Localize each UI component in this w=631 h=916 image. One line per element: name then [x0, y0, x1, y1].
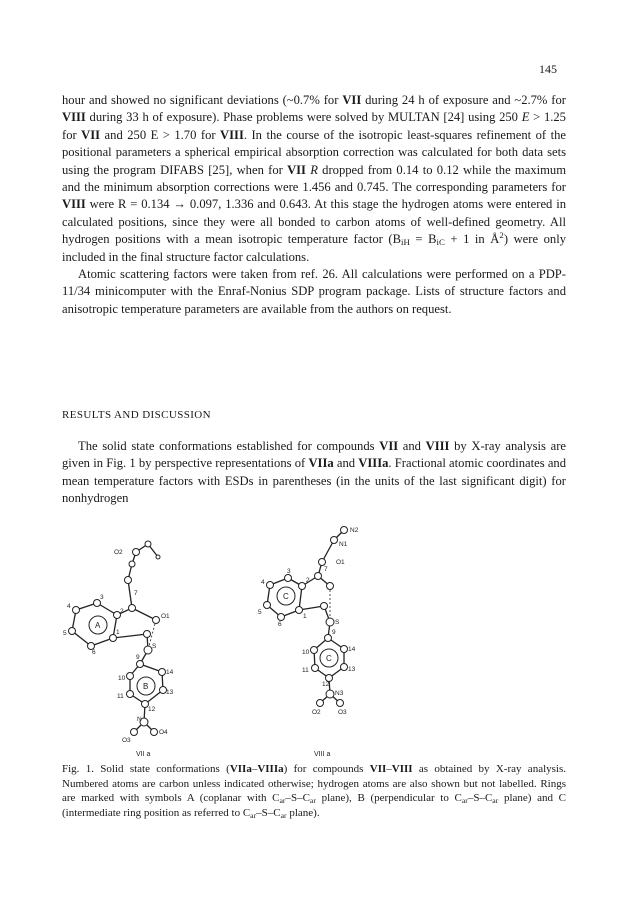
text-run: . Fractional atomic coordinates and mean temperature factors with ESDs in parentheses (in the units of the last significant digit) for nonhydrogen	[62, 456, 566, 506]
caption-text: –S–C	[285, 792, 310, 804]
text-run: . In the course of the isotropic least-squares refinement of the positional parameters a spherical empirical absorption correction was calculated for both data sets using the program DIFABS [25], when for	[62, 127, 566, 177]
structure-name-viia: VII a	[136, 751, 151, 757]
paragraph-results	[62, 438, 566, 508]
paragraph-refinement	[62, 92, 566, 266]
atom-label: 4	[261, 579, 265, 586]
atom-label: S	[335, 619, 340, 626]
atom-label: O1	[336, 559, 345, 566]
atom-label: 5	[258, 609, 262, 616]
subscript: ar	[309, 796, 316, 805]
subscript: ar	[250, 810, 257, 820]
text-run: ) were only included in the final structure factor calculations.	[62, 232, 567, 264]
atom-label: 2	[306, 577, 310, 584]
atom-label: O2	[312, 709, 321, 716]
text-run: were R = 0.134 → 0.097, 1.336 and 0.643. At this stage the hydrogen atoms were entered in calculated positions, since they were all bonded to carbon atoms of well-defined geometry. All hydrogen positions with a mean isotropic temperature factor (B	[62, 197, 566, 247]
atom-label: 1	[116, 629, 120, 636]
atom-label: 3	[100, 594, 104, 601]
subscript: ar	[279, 796, 286, 805]
caption-text: plane), B (perpendicular to C	[315, 792, 462, 804]
caption-text: –S–C	[256, 806, 281, 819]
atom-label: 13	[348, 666, 356, 673]
section-heading: RESULTS AND DISCUSSION	[62, 409, 211, 421]
compound-ref: VIII	[391, 763, 413, 775]
compound-ref: VIII	[220, 127, 244, 142]
atom-label: N	[137, 716, 142, 723]
text-run: by X-ray analysis are given in Fig. 1 by perspective representations of	[62, 439, 566, 471]
ring-symbol-c: C	[326, 654, 332, 663]
paragraph-calculations: Atomic scattering factors were taken from ref. 26. All calculations were performed on a PDP-11/34 minicomputer with the Enraf-Nonius SDP program package. Lists of structure factors and anisotropic temperature parameters are available from the authors on request.	[62, 267, 566, 316]
atom-label: 7	[134, 590, 138, 597]
atom-label: 2	[120, 608, 124, 615]
text-run: and 250 E > 1.70 for	[100, 127, 221, 142]
caption-text: ) for compounds	[283, 763, 370, 775]
atom-label: 10	[302, 649, 310, 656]
atom-label: 4	[67, 603, 71, 610]
page-number: 145	[539, 62, 557, 76]
compound-ref: VII	[81, 127, 101, 142]
molecule-viia	[72, 544, 163, 732]
subscript: iC	[436, 237, 445, 248]
labels-viia	[63, 549, 174, 757]
caption-text: as obtained by X-ray analysis. Numbered atoms are carbon unless indicated otherwise; hydrogen atoms are also shown but not labelled. Rings are marked with symbols A (coplanar with C	[62, 763, 566, 804]
ring-symbol-a: A	[95, 621, 101, 630]
text-run: and	[398, 439, 426, 453]
ring-symbol-c: C	[283, 592, 289, 601]
atom-label: O3	[338, 709, 347, 716]
molecular-structures	[62, 522, 566, 757]
atom-label: 14	[166, 669, 174, 676]
ring-symbol-b: B	[143, 682, 149, 691]
atom-label: 7	[324, 566, 328, 573]
atom-label: O1	[161, 613, 170, 620]
atom-label: 11	[302, 667, 309, 674]
atom-label: 9	[332, 629, 336, 636]
compound-ref: VII	[369, 763, 387, 775]
caption-text: –	[251, 763, 258, 775]
caption-text: plane) and C (intermediate ring position as referred to C	[62, 792, 566, 819]
caption-text: Fig. 1. Solid state conformations (	[62, 763, 230, 775]
body-text-results	[62, 438, 566, 508]
superscript: 2	[499, 230, 504, 241]
subscript: ar	[280, 810, 287, 820]
compound-ref: VII	[342, 93, 362, 107]
compound-ref: VIII	[425, 439, 450, 453]
labels-viiia	[258, 527, 359, 757]
atom-label: N3	[335, 690, 344, 697]
text-run: during 24 h of exposure and ~2.7% for	[361, 93, 566, 107]
caption-text: –	[386, 763, 392, 775]
atom-label: 6	[278, 621, 282, 628]
caption-text: –S–C	[467, 792, 493, 804]
atom-label: 5	[63, 630, 67, 637]
figure-caption	[62, 762, 566, 820]
compound-ref: VII	[379, 439, 399, 453]
compound-ref: VIIa	[229, 763, 252, 775]
compound-ref: VII	[287, 162, 306, 177]
atom-label: N1	[339, 541, 348, 548]
symbol: E	[521, 110, 530, 125]
subscript: ar	[461, 796, 468, 805]
symbol: R	[305, 162, 318, 177]
atom-label: O2	[114, 549, 123, 556]
compound-ref: VIIIa	[257, 763, 284, 775]
atom-label: 12	[322, 681, 330, 688]
atom-label: N2	[350, 527, 359, 534]
atom-label: 6	[92, 649, 96, 656]
compound-ref: VIII	[62, 110, 86, 125]
caption-text: plane).	[286, 806, 320, 819]
atom-label: O3	[122, 737, 131, 744]
atom-label: 11	[117, 693, 124, 700]
body-text-top	[62, 92, 566, 318]
text-run: The solid state conformations established for compounds	[78, 439, 380, 453]
text-run: hour and showed no significant deviations (~0.7% for	[62, 93, 343, 107]
atom-label: O4	[159, 729, 168, 736]
structure-name-viiia: VIII a	[314, 751, 331, 757]
compound-ref: VIIa	[308, 456, 334, 471]
atom-label: 14	[348, 646, 356, 653]
text-run: dropped from 0.14 to 0.12 while the maximum and the minimum absorption corrections were 1.456 and 0.745. The corresponding parameters for	[62, 162, 567, 195]
text-run: + 1 in Å	[444, 232, 500, 247]
atom-label: 10	[118, 675, 126, 682]
atom-label: S	[152, 643, 157, 650]
subscript: ar	[492, 796, 499, 805]
figure-1	[62, 522, 566, 757]
atom-label: 3	[287, 568, 291, 575]
subscript: iH	[401, 237, 410, 248]
atom-label: 13	[166, 689, 174, 696]
atom-label: 9	[136, 654, 140, 661]
compound-ref: VIII	[62, 197, 86, 212]
text-run: and	[333, 456, 359, 471]
atom-label: 12	[148, 706, 156, 713]
atom-label: 1	[303, 613, 307, 620]
text-run: = B	[409, 232, 437, 247]
text-run: > 1.25 for	[62, 110, 566, 142]
compound-ref: VIIIa	[358, 456, 389, 471]
text-run: during 33 h of exposure). Phase problems were solved by MULTAN [24] using 250	[85, 110, 522, 125]
